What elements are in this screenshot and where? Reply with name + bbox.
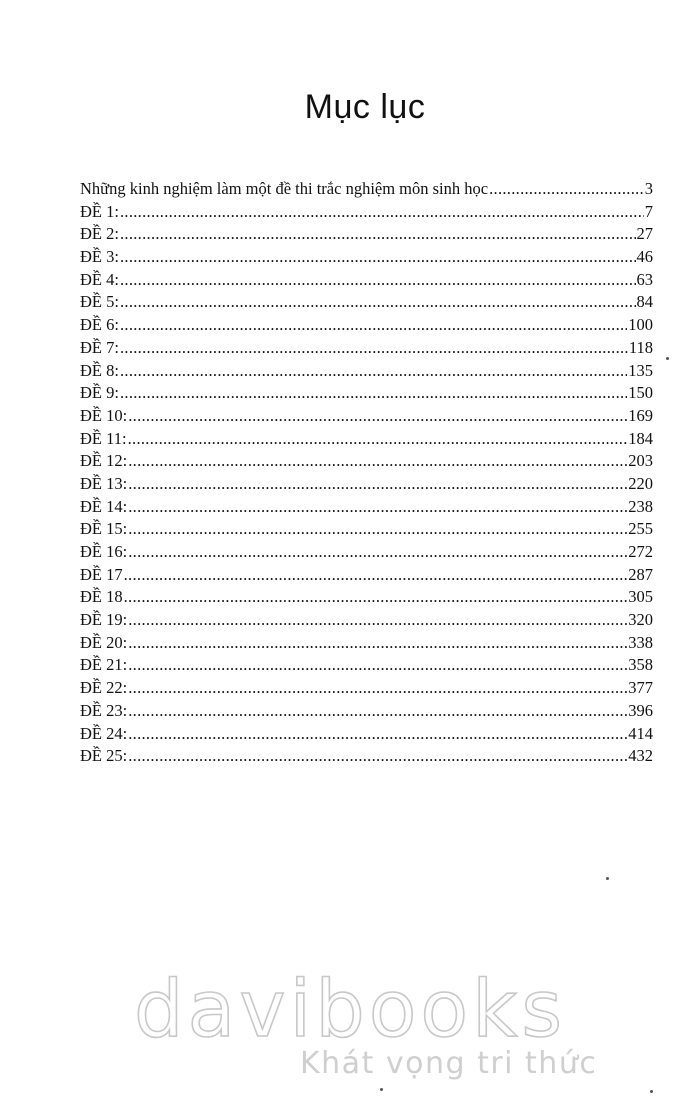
toc-entry-label: ĐỀ 22: (80, 678, 128, 698)
toc-entry-page-number: 255 (628, 519, 653, 539)
toc-entry (80, 201, 653, 224)
toc-entry-label: ĐỀ 4: (80, 269, 119, 289)
toc-entry-page-number: 287 (628, 564, 653, 584)
toc-entry (80, 178, 653, 201)
toc-entry-label: Những kinh nghiệm làm một đề thi trắc nghiệm môn sinh học (80, 179, 489, 198)
toc-entry-page-number: 238 (628, 496, 653, 516)
toc-dot-leader (128, 541, 627, 564)
toc-entry (80, 291, 653, 314)
toc-entry (80, 223, 653, 246)
toc-entry (80, 723, 653, 746)
watermark (134, 965, 600, 1081)
toc-entry-label: ĐỀ 7: (80, 337, 119, 357)
toc-entry-label: ĐỀ 25: (80, 746, 128, 766)
toc-entry-page-number: 135 (628, 360, 653, 380)
scan-speck (606, 877, 609, 880)
toc-entry-label: ĐỀ 20: (80, 632, 128, 652)
toc-entry-label: ĐỀ 12: (80, 451, 128, 471)
toc-dot-leader (128, 450, 627, 473)
toc-dot-leader (128, 496, 627, 519)
scan-speck (380, 1088, 383, 1091)
toc-entry (80, 382, 653, 405)
toc-entry (80, 450, 653, 473)
toc-entry (80, 360, 653, 383)
toc-entry (80, 654, 653, 677)
toc-entry (80, 632, 653, 655)
toc-entry-label: ĐỀ 15: (80, 519, 128, 539)
watermark-brand: davibooks (134, 965, 566, 1055)
toc-entry-label: ĐỀ 19: (80, 610, 128, 630)
toc-dot-leader (128, 473, 627, 496)
toc-dot-leader (128, 700, 627, 723)
toc-entry-label: ĐỀ 23: (80, 700, 128, 720)
toc-entry-page-number: 432 (628, 746, 653, 766)
toc-dot-leader (120, 360, 627, 383)
toc-entry-page-number: 27 (636, 224, 653, 244)
toc-entry-label: ĐỀ 18 (80, 587, 123, 607)
toc-entry (80, 745, 653, 768)
toc-entry-page-number: 203 (628, 451, 653, 471)
toc-entry-label: ĐỀ 17 (80, 564, 123, 584)
toc-entry-page-number: 272 (628, 542, 653, 561)
toc-entry (80, 677, 653, 700)
toc-entry-label: ĐỀ 8: (80, 360, 119, 380)
toc-entry-page-number: 63 (636, 269, 653, 289)
toc-entry-page-number: 3 (644, 179, 653, 198)
toc-dot-leader (120, 201, 644, 224)
toc-dot-leader (128, 518, 627, 541)
toc-entry (80, 269, 653, 292)
toc-entry-page-number: 7 (644, 201, 653, 221)
toc-entry-page-number: 377 (628, 678, 653, 698)
toc-entry (80, 541, 653, 564)
toc-entry (80, 337, 653, 360)
scan-speck (666, 357, 669, 360)
toc-entry-page-number: 118 (628, 337, 653, 357)
scan-speck (650, 1090, 653, 1093)
toc-dot-leader (124, 564, 628, 587)
toc-entry-page-number: 358 (628, 655, 653, 675)
toc-entry-label: ĐỀ 21: (80, 655, 128, 675)
toc-entry-page-number: 150 (628, 383, 653, 403)
toc-dot-leader (128, 632, 627, 655)
toc-dot-leader (120, 337, 628, 360)
toc-entry-label: ĐỀ 10: (80, 405, 128, 425)
table-of-contents (80, 178, 653, 768)
toc-entry-label: ĐỀ 1: (80, 201, 119, 221)
toc-dot-leader (128, 609, 627, 632)
toc-entry (80, 473, 653, 496)
toc-entry-page-number: 100 (628, 315, 653, 335)
toc-entry-page-number: 305 (628, 587, 653, 607)
toc-dot-leader (128, 654, 627, 677)
toc-entry-page-number: 320 (628, 610, 653, 630)
toc-entry-label: ĐỀ 5: (80, 292, 119, 312)
toc-entry (80, 428, 653, 451)
toc-entry-page-number: 396 (628, 700, 653, 720)
toc-dot-leader (120, 223, 636, 246)
toc-entry (80, 496, 653, 519)
toc-entry-label: ĐỀ 9: (80, 383, 119, 403)
toc-entry-page-number: 220 (628, 473, 653, 493)
toc-dot-leader (120, 291, 636, 314)
toc-entry-label: ĐỀ 24: (80, 723, 128, 743)
toc-dot-leader (489, 178, 644, 201)
toc-entry (80, 246, 653, 269)
toc-dot-leader (128, 405, 627, 428)
toc-entry-label: ĐỀ 13: (80, 473, 128, 493)
toc-dot-leader (120, 269, 636, 292)
toc-entry-label: ĐỀ 14: (80, 496, 128, 516)
toc-entry (80, 405, 653, 428)
toc-dot-leader (128, 745, 627, 768)
toc-entry (80, 609, 653, 632)
toc-entry-page-number: 169 (628, 405, 653, 425)
toc-dot-leader (120, 382, 627, 405)
toc-dot-leader (124, 586, 628, 609)
toc-entry (80, 700, 653, 723)
toc-entry-page-number: 414 (628, 723, 653, 743)
toc-entry-label: ĐỀ 2: (80, 224, 119, 244)
toc-entry (80, 314, 653, 337)
toc-entry-label: ĐỀ 6: (80, 315, 119, 335)
toc-dot-leader (128, 677, 627, 700)
toc-entry-page-number: 46 (636, 247, 653, 267)
toc-entry-label: ĐỀ 11: (80, 428, 127, 448)
toc-dot-leader (128, 428, 628, 451)
page-title: Mục lục (304, 88, 426, 126)
toc-dot-leader (128, 723, 627, 746)
toc-dot-leader (120, 314, 627, 337)
toc-entry (80, 518, 653, 541)
toc-entry-page-number: 184 (628, 428, 653, 448)
toc-entry-label: ĐỀ 3: (80, 247, 119, 267)
toc-entry-label: ĐỀ 16: (80, 542, 128, 561)
toc-entry (80, 586, 653, 609)
toc-entry-page-number: 338 (628, 632, 653, 652)
toc-entry (80, 564, 653, 587)
toc-dot-leader (120, 246, 636, 269)
toc-entry-page-number: 84 (636, 292, 653, 312)
watermark-slogan: Khát vọng tri thức (300, 1046, 598, 1081)
